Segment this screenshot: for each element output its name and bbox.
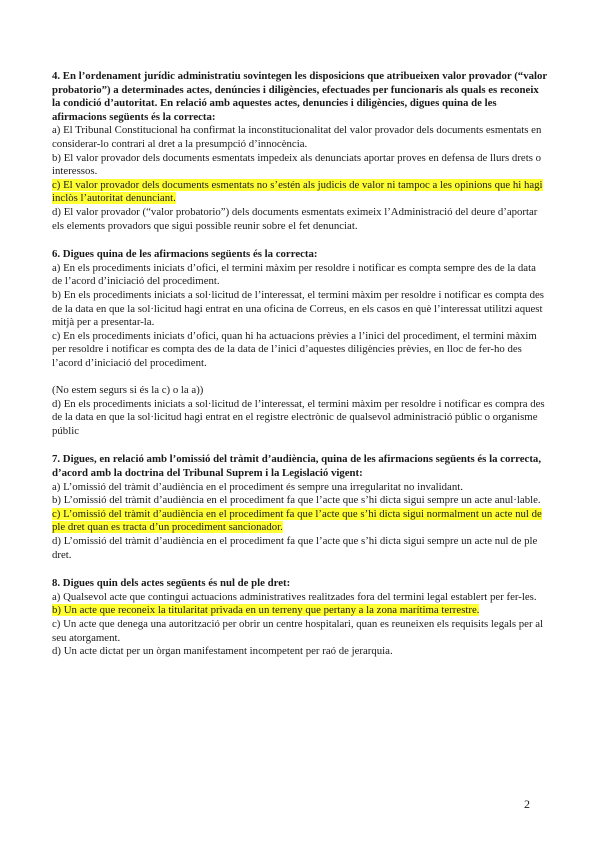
question-8-option-c: c) Un acte que denega una autorització per obrir un centre hospitalari, quan es reuneixen els requisits legals per al seu atorgament. (52, 617, 544, 644)
question-7-option-a: a) L’omissió del tràmit d’audiència en el procediment és sempre una irregularitat no invalidant. (52, 480, 463, 493)
question-6-option-a: a) En els procediments iniciats d’ofici, el termini màxim per resoldre i notificar es compta sempre des de la data de l’acord d’iniciació del procediment. (52, 261, 536, 288)
question-4-option-c-highlighted: c) El valor provador dels documents esmentats no s’estén als judicis de valor ni tampoc a les opinions que hi hagi inclòs l’autoritat denunciant. (52, 178, 543, 205)
page-number: 2 (524, 797, 530, 811)
question-8-title: 8. Digues quin dels actes següents és nul de ple dret: (52, 577, 291, 590)
question-7-option-d: d) L’omissió del tràmit d’audiència en el procediment fa que l’acte que s’hi dicta sigui sempre un acte nul de ple dret. (52, 535, 538, 561)
question-4 (52, 70, 548, 233)
question-4-option-a: a) El Tribunal Constitucional ha confirmat la inconstitucionalitat del valor provador dels documents esmentats en considerar-lo contrari al dret a la presumpció d’innocència. (52, 124, 542, 150)
question-7-option-b: b) L’omissió del tràmit d’audiència en el procediment fa que l’acte que s’hi dicta sigui sempre un acte anul·lable. (52, 494, 541, 507)
question-7 (52, 453, 548, 562)
question-7-option-c-highlighted: c) L’omissió del tràmit d’audiència en el procediment fa que l’acte que s’hi dicta sigui normalment un acte nul de ple dret quan es tracta d’un procediment sancionador. (52, 507, 542, 534)
question-6-note: (No estem segurs si és la c) o la a)) (52, 384, 204, 397)
question-7-title: 7. Digues, en relació amb l’omissió del tràmit d’audiència, quina de les afirmacions següents és la correcta, d’acord amb la doctrina del Tribunal Suprem i la Legislació vigent: (52, 453, 542, 480)
question-4-option-d: d) El valor provador (“valor probatorio”) dels documents esmentats eximeix l’Administració del deure d’aportar els elements provadors que sigui possible reunir sobre el fet denunciat. (52, 205, 538, 232)
question-6-title: 6. Digues quina de les afirmacions següents és la correcta: (52, 248, 318, 261)
blank-line (52, 370, 548, 384)
question-6 (52, 248, 548, 438)
question-4-option-b: b) El valor provador dels documents esmentats impedeix als denunciats aportar proves en defensa de llurs drets o interessos. (52, 151, 542, 178)
question-8 (52, 577, 548, 659)
question-8-option-d: d) Un acte dictat per un òrgan manifestament incompetent per raó de jerarquia. (52, 645, 393, 658)
question-6-option-b: b) En els procediments iniciats a sol·licitud de l’interessat, el termini màxim per resoldre i notificar es compta des de la data en que la sol·licitud hagi entrat en una oficina de Correus, en els casos en què l’interessat utilitzi aquest mitjà per a presentar-la. (52, 288, 545, 329)
question-6-option-d: d) En els procediments iniciats a sol·licitud de l’interessat, el termini màxim per resoldre i notificar es compra des de la data en que la sol·licitud hagi entrat en el registre electrònic de qualsevol administració públic o organisme públic (52, 397, 545, 437)
question-8-option-a: a) Qualsevol acte que contingui actuacions administratives realitzades fora del termini legal establert per fer-les. (52, 590, 537, 603)
question-4-title: 4. En l’ordenament jurídic administratiu sovintegen les disposicions que atribueixen valor provador (“valor probatorio”) a determinades actes, denúncies i diligències, efectuades per funcionaris als quals es reconeix la condició d’autoritat. En relació amb aquestes actes, denuncies i diligències, digues quina de les afirmacions següents és la correcta: (52, 70, 547, 123)
question-8-option-b-highlighted: b) Un acte que reconeix la titularitat privada en un terreny que pertany a la zona marítima terrestre. (52, 604, 480, 617)
document-page (52, 70, 548, 674)
question-6-option-c: c) En els procediments iniciats d’ofici, quan hi ha actuacions prèvies a l’inici del procediment, el termini màxim per resoldre i notificar es compta des de la data de l’inici d’aquestes diligències prèvies, en lloc de fer-ho des l’acord d’iniciació del procediment. (52, 329, 537, 369)
